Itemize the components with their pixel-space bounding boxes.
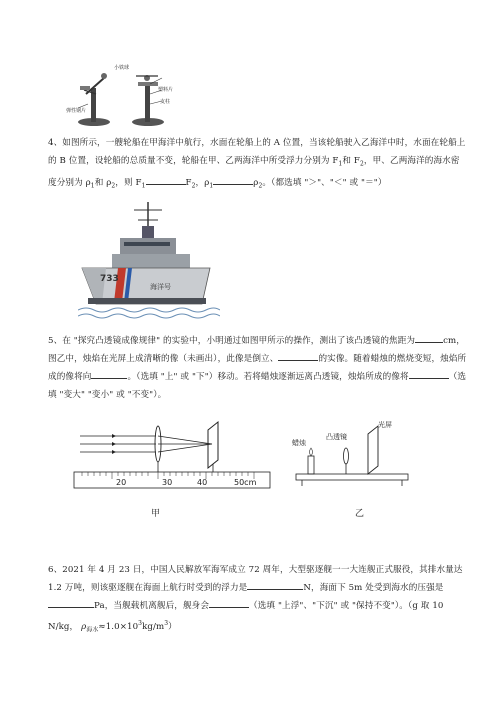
question-number: 4、 <box>48 138 63 148</box>
question-number: 5、 <box>48 336 63 346</box>
answer-blank[interactable] <box>146 174 186 185</box>
question-4-text: 4、如图所示，一艘轮船在甲海洋中航行，水面在轮船上的 A 位置，当该轮船驶入乙海洋中时，水面在轮船上的 B 位置，设轮船的总质量不变，轮船在甲、乙两海洋中所受浮力分别为 $F_1$和 $F_2$，甲、乙两海洋的海水密度分别为 $\rho_1$和 $\rho_2$，则 $F_1$ $F_2$，$\rho_1$ $\rho_2$。（都选填 "＞"、"＜" 或 "＝"） <box>48 138 466 190</box>
ruler-tick-30: 30 <box>162 478 173 487</box>
label-candle: 蜡烛 <box>292 439 306 447</box>
answer-blank[interactable] <box>415 332 443 343</box>
ship-number: 733 <box>100 274 119 284</box>
question-number: 6、 <box>48 565 63 575</box>
ruler-tick-40: 40 <box>197 478 208 487</box>
ship-name: 海洋号 <box>150 283 171 291</box>
label-convex-lens: 凸透镜 <box>326 433 347 441</box>
answer-blank[interactable] <box>278 350 318 361</box>
label-screen: 光屏 <box>378 421 392 429</box>
ruler-tick-20: 20 <box>116 478 127 487</box>
answer-blank[interactable] <box>213 174 253 185</box>
figure-jia <box>72 420 272 492</box>
label-plastic-piece: 塑料片 <box>158 87 174 93</box>
answer-blank[interactable] <box>91 368 127 379</box>
answer-blank[interactable] <box>48 597 94 608</box>
answer-blank[interactable] <box>209 597 249 608</box>
question-6-text: 6、2021 年 4 月 23 日，中国人民解放军海军成立 72 周年，大型驱逐舰一一大连舰正式服役，其排水量达 1.2 万吨，则该驱逐舰在海面上航行时受到的浮力是 N，海面下 5m 处受到海水的压强是Pa，当舰载机离舰后，舰身会 （选填 "上浮"、"下沉" 或 "保持不变"）。（g 取 10 N/kg， $\rho_{海水}\approx 1.0\times 10^3kg/m^3$） <box>48 565 463 634</box>
question-5-text: 5、在 "探究凸透镜成像规律" 的实验中，小明通过如图甲所示的操作，测出了该凸透镜的焦距为 cm，图乙中，烛焰在光屏上成清晰的像（未画出），此像是倒立、 的实像。随着蜡烛的燃烧变短，烛焰所成的像将向 。（选填 "上" 或 "下"）移动。若将蜡烛逐渐远离凸透镜，烛焰所成的像将 （选填 "变大" "变小" 或 "不变"）。 <box>48 332 468 404</box>
answer-blank[interactable] <box>409 368 449 379</box>
answer-blank[interactable] <box>247 579 303 590</box>
apparatus-figure <box>66 64 176 128</box>
ruler-tick-50cm: 50cm <box>234 478 257 487</box>
label-pillar: 支柱 <box>160 99 171 105</box>
ship-figure <box>78 198 220 322</box>
figure-yi <box>292 420 412 492</box>
label-small-ball: 小铁球 <box>114 65 130 71</box>
label-spring-steel: 弹性钢片 <box>66 108 87 114</box>
caption-jia: 甲 <box>151 509 161 519</box>
caption-yi: 乙 <box>355 509 365 519</box>
